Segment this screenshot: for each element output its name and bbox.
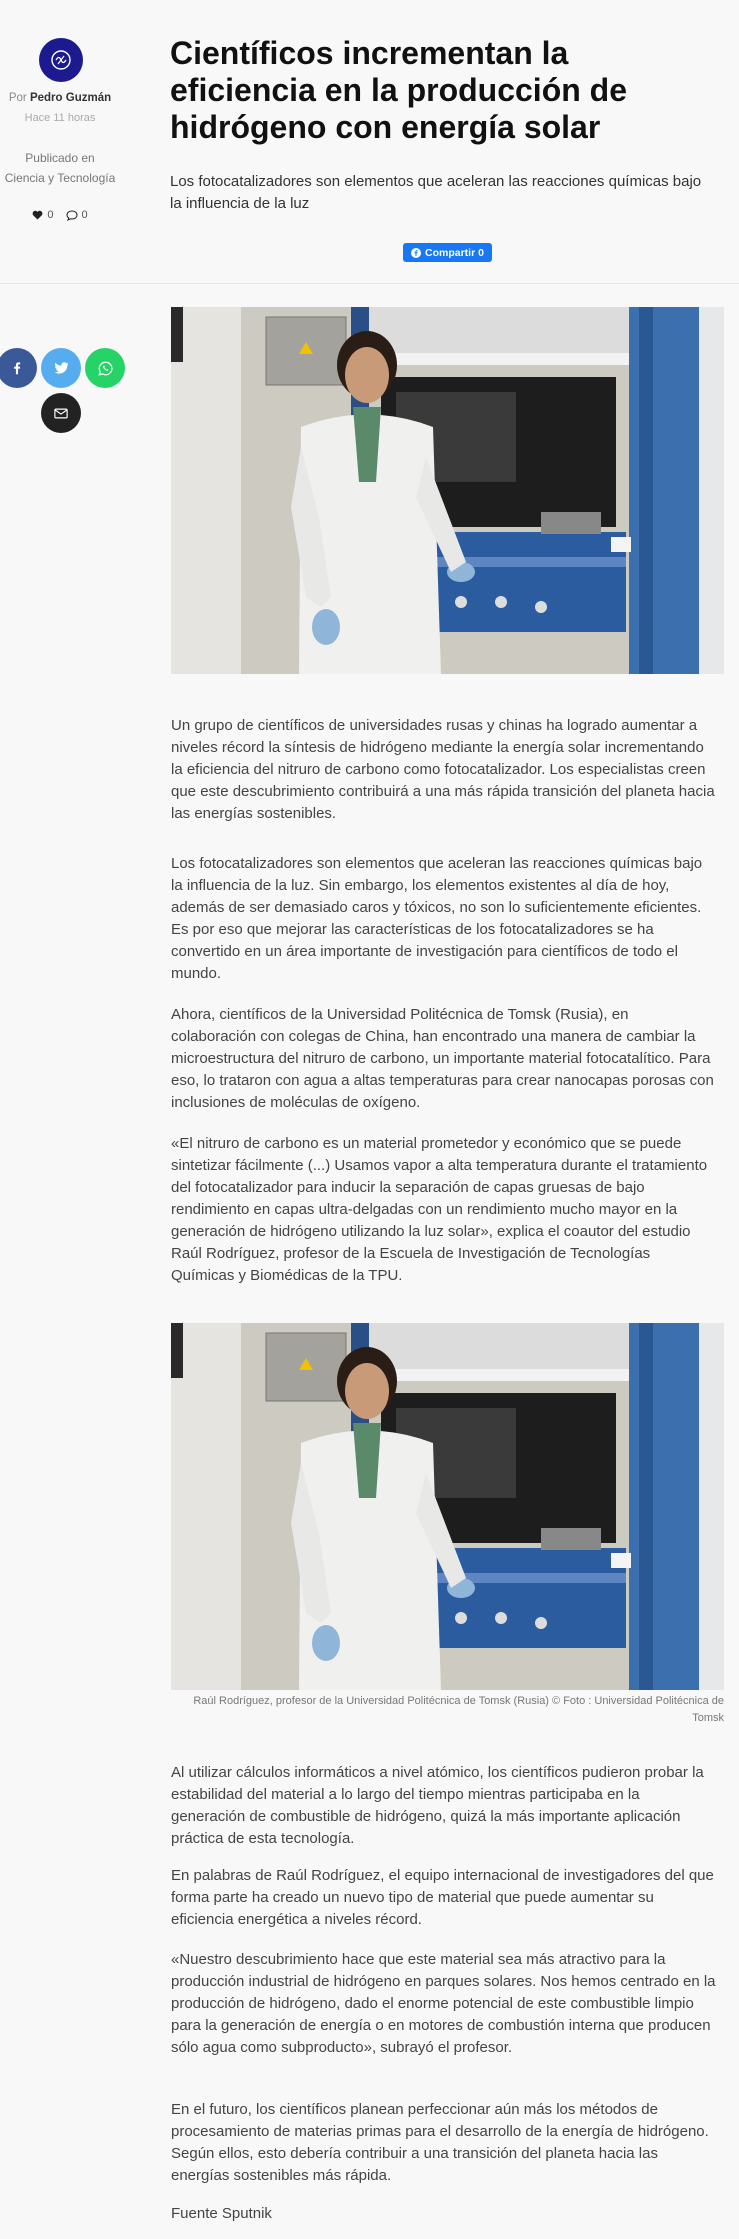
like-counter[interactable] bbox=[32, 209, 53, 221]
like-count: 0 bbox=[47, 209, 54, 221]
share-facebook-button[interactable] bbox=[0, 348, 37, 388]
published-in bbox=[0, 148, 120, 188]
share-label: Compartir 0 bbox=[425, 246, 484, 259]
comment-counter[interactable] bbox=[66, 209, 88, 221]
article-paragraph: Ahora, científicos de la Universidad Politécnica de Tomsk (Rusia), en colaboración con colegas de China, han encontrado una manera de cambiar la microestructura del nitruro de carbono, un importante material fotocatalítico. Para eso, lo trataron con agua a altas temperaturas para crear nanocapas porosas con inclusiones de moléculas de oxígeno. bbox=[171, 1006, 714, 1111]
article-main-photo bbox=[171, 307, 724, 674]
article-paragraph: En palabras de Raúl Rodríguez, el equipo internacional de investigadores del que forma parte ha creado un nuevo tipo de material que puede aumentar su eficiencia energética a niveles récord. bbox=[171, 1867, 714, 1928]
share-twitter-button[interactable] bbox=[41, 348, 81, 388]
author-byline bbox=[0, 92, 120, 104]
category-link[interactable]: Ciencia y Tecnología bbox=[4, 171, 116, 185]
heart-icon bbox=[32, 210, 43, 220]
article-subtitle: Los fotocatalizadores son elementos que aceleran las reacciones químicas bajo la influencia de la luz bbox=[170, 173, 702, 212]
twitter-icon bbox=[54, 362, 69, 375]
comment-icon bbox=[66, 210, 78, 221]
published-label: Publicado en bbox=[25, 151, 95, 165]
author-name[interactable]: Pedro Guzmán bbox=[29, 92, 112, 104]
article-paragraph: Al utilizar cálculos informáticos a nivel atómico, los científicos pudieron probar la estabilidad del material a lo largo del tiempo mientras participaba en la generación de combustible de hidrógeno, quizá la más importante aplicación práctica de esta tecnología. bbox=[171, 1764, 704, 1847]
article-paragraph: «Nuestro descubrimiento hace que este material sea más atractivo para la producción industrial de hidrógeno en parques solares. Nos hemos centrado en la producción de hidrógeno, dado el enorme potencial de este combustible limpio para la generación de energía o en motores de combustión interna que producen sólo agua como subproducto», subrayó el profesor. bbox=[171, 1951, 716, 2056]
article-paragraph: Los fotocatalizadores son elementos que aceleran las reacciones químicas bajo la influencia de la luz. Sin embargo, los elementos existentes al día de hoy, además de ser demasiado caros y tóxicos, no son lo suficientemente eficientes. Es por eso que mejorar las características de los fotocatalizadores se ha convertido en un área importante de investigación para científicos de todo el mundo. bbox=[171, 855, 703, 982]
post-stats bbox=[0, 209, 120, 221]
share-whatsapp-button[interactable] bbox=[85, 348, 125, 388]
whatsapp-icon bbox=[98, 361, 113, 376]
author-avatar[interactable] bbox=[39, 38, 83, 82]
brain-logo-icon bbox=[48, 47, 74, 73]
facebook-icon bbox=[411, 248, 421, 258]
article-source: Fuente Sputnik bbox=[171, 2205, 272, 2222]
comment-count: 0 bbox=[81, 209, 88, 221]
share-email-button[interactable] bbox=[41, 393, 81, 433]
article-paragraph: «El nitruro de carbono es un material prometedor y económico que se puede sintetizar fácilmente (...) Usamos vapor a alta temperatura durante el tratamiento del fotocatalizador para inducir la separación de capas gruesas de bajo rendimiento en capas ultra-delgadas con un rendimiento mucho mayor en la generación de hidrógeno utilizando la luz solar», explica el coautor del estudio Raúl Rodríguez, profesor de la Escuela de Investigación de Tecnologías Químicas y Biomédicas de la TPU. bbox=[171, 1135, 708, 1284]
post-time: Hace 11 horas bbox=[24, 112, 96, 124]
header-divider bbox=[0, 283, 739, 284]
article-paragraph: En el futuro, los científicos planean perfeccionar aún más los métodos de procesamiento de materias primas para el desarrollo de la energía de hidrógeno. Según ellos, esto debería contribuir a una transición del planeta hacia las energías sostenibles más rápida. bbox=[171, 2101, 709, 2184]
article-paragraph: Un grupo de científicos de universidades rusas y chinas ha logrado aumentar a niveles récord la síntesis de hidrógeno mediante la energía solar incrementando la eficiencia del nitruro de carbono como fotocatalizador. Los especialistas creen que este descubrimiento contribuirá a una más rápida transición del planeta hacia las energías sostenibles. bbox=[171, 717, 715, 822]
envelope-icon bbox=[54, 408, 68, 419]
author-prefix: Por bbox=[8, 92, 27, 104]
photo-caption: Raúl Rodríguez, profesor de la Universidad Politécnica de Tomsk (Rusia) © Foto : Universidad Politécnica de Tomsk bbox=[193, 1695, 724, 1724]
facebook-share-button[interactable] bbox=[403, 243, 492, 262]
article-second-photo bbox=[171, 1323, 724, 1690]
facebook-icon bbox=[10, 361, 24, 375]
article-title: Científicos incrementan la eficiencia en la producción de hidrógeno con energía solar bbox=[170, 35, 628, 145]
